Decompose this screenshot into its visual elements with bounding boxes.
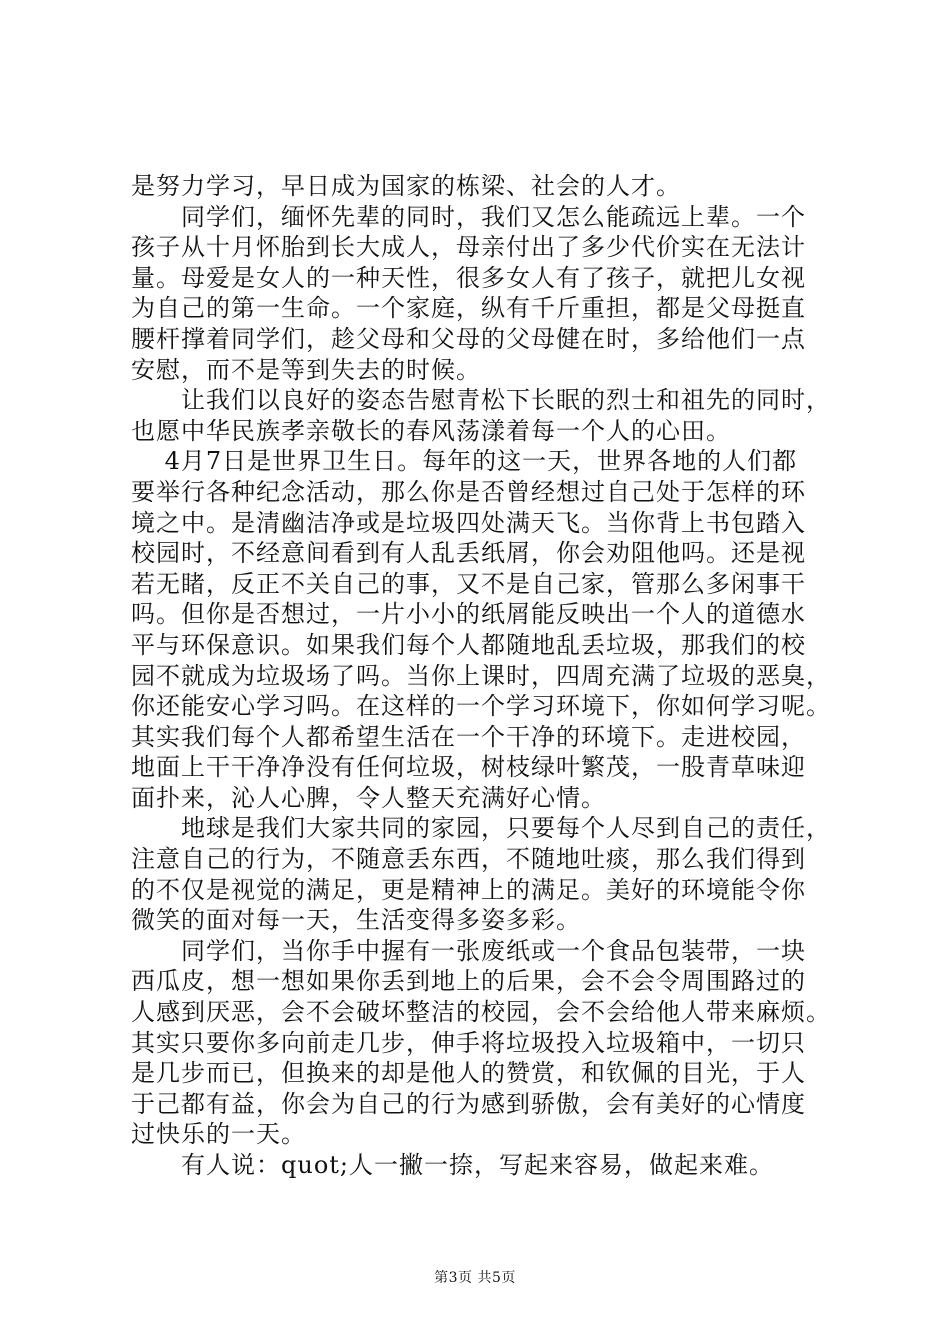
text-line: 孩子从十月怀胎到长大成人，母亲付出了多少代价实在无法计 xyxy=(131,233,806,262)
text-line: 过快乐的一天。 xyxy=(131,1120,306,1149)
text-line: 有人说：quot;人一撇一捺，写起来容易，做起来难。 xyxy=(131,1151,774,1179)
text-line: 腰杆撑着同学们，趁父母和父母的父母健在时，多给他们一点 xyxy=(131,324,806,353)
text-line: 也愿中华民族孝亲敬长的春风荡漾着每一个人的心田。 xyxy=(131,416,731,445)
text-line: 注意自己的行为，不随意丢东西，不随地吐痰，那么我们得到 xyxy=(131,845,806,874)
text-line: 吗。但你是否想过，一片小小的纸屑能反映出一个人的道德水 xyxy=(131,600,806,629)
text-line: 安慰，而不是等到失去的时候。 xyxy=(131,355,481,384)
text-line: 你还能安心学习吗。在这样的一个学习环境下，你如何学习呢。 xyxy=(131,692,831,721)
text-line: 同学们，缅怀先辈的同时，我们又怎么能疏远上辈。一个 xyxy=(131,202,806,231)
text-line: 其实只要你多向前走几步，伸手将垃圾投入垃圾箱中，一切只 xyxy=(131,1028,806,1057)
text-line: 地面上干干净净没有任何垃圾，树枝绿叶繁茂，一股青草味迎 xyxy=(131,753,806,782)
text-line: 是努力学习，早日成为国家的栋梁、社会的人才。 xyxy=(131,172,681,200)
text-line: 要举行各种纪念活动，那么你是否曾经想过自己处于怎样的环 xyxy=(131,477,806,506)
page-number-footer: 第3页 共5页 xyxy=(434,1270,516,1286)
text-line: 平与环保意识。如果我们每个人都随地乱丢垃圾，那我们的校 xyxy=(131,630,806,659)
text-line: 面扑来，沁人心脾，令人整天充满好心情。 xyxy=(131,783,606,812)
text-line: 西瓜皮，想一想如果你丢到地上的后果，会不会令周围路过的 xyxy=(131,967,806,996)
text-line: 4月7日是世界卫生日。每年的这一天，世界各地的人们都 xyxy=(131,447,798,476)
text-line: 让我们以良好的姿态告慰青松下长眠的烈士和祖先的同时， xyxy=(131,386,831,415)
text-line: 微笑的面对每一天，生活变得多姿多彩。 xyxy=(131,906,581,935)
text-line: 于己都有益，你会为自己的行为感到骄傲，会有美好的心情度 xyxy=(131,1089,806,1118)
text-line: 为自己的第一生命。一个家庭，纵有千斤重担，都是父母挺直 xyxy=(131,294,806,323)
text-line: 若无睹，反正不关自己的事，又不是自己家，管那么多闲事干 xyxy=(131,569,806,598)
text-line: 其实我们每个人都希望生活在一个干净的环境下。走进校园， xyxy=(131,722,806,751)
text-line: 校园时，不经意间看到有人乱丢纸屑，你会劝阻他吗。还是视 xyxy=(131,539,806,568)
text-line: 人感到厌恶，会不会破坏整洁的校园，会不会给他人带来麻烦。 xyxy=(131,998,831,1027)
text-line: 园不就成为垃圾场了吗。当你上课时，四周充满了垃圾的恶臭， xyxy=(131,661,831,690)
text-line: 境之中。是清幽洁净或是垃圾四处满天飞。当你背上书包踏入 xyxy=(131,508,806,537)
text-line: 的不仅是视觉的满足，更是精神上的满足。美好的环境能令你 xyxy=(131,875,806,904)
text-line: 同学们，当你手中握有一张废纸或一个食品包装带，一块 xyxy=(131,936,806,965)
text-line: 量。母爱是女人的一种天性，很多女人有了孩子，就把儿女视 xyxy=(131,263,806,292)
text-line: 是几步而已，但换来的却是他人的赞赏，和钦佩的目光，于人 xyxy=(131,1059,806,1088)
document-body xyxy=(131,171,831,1181)
text-line: 地球是我们大家共同的家园，只要每个人尽到自己的责任， xyxy=(131,814,831,843)
